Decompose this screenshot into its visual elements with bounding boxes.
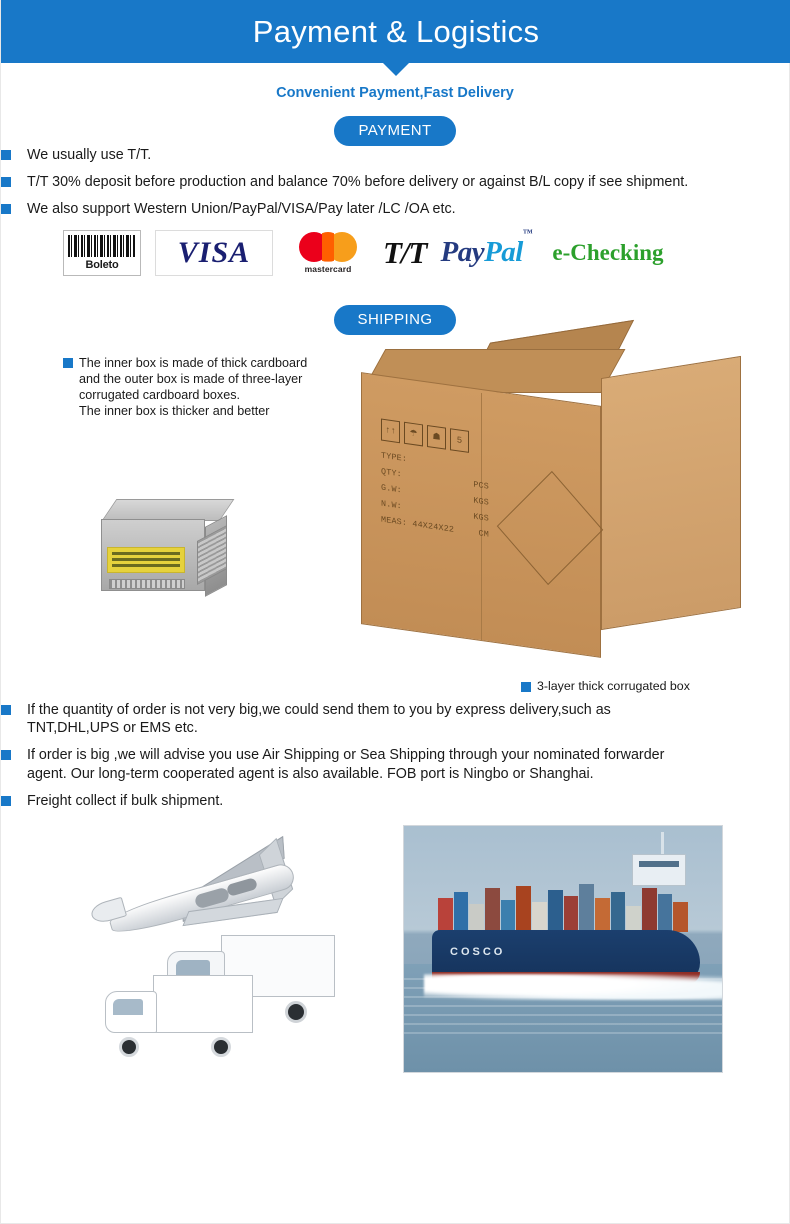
container [501, 900, 516, 932]
carton-spec-label: MEAS: 44X24X22 [381, 513, 455, 535]
carton-spec-block [381, 448, 489, 541]
carton-spec-value: KGS [473, 495, 489, 508]
list-item [1, 701, 701, 739]
van-wheel [211, 1037, 231, 1057]
container [485, 888, 500, 932]
square-bullet-icon [521, 682, 531, 692]
boleto-logo [63, 230, 141, 276]
square-bullet-icon [1, 177, 11, 187]
container [548, 890, 563, 932]
list-item-text: We also support Western Union/PayPal/VISA/Pay later /LC /OA etc. [27, 200, 456, 217]
container [611, 892, 626, 932]
echecking-logo: e-Checking [552, 239, 664, 265]
square-bullet-icon [1, 204, 11, 214]
boleto-label: Boleto [85, 258, 119, 271]
container [626, 906, 641, 932]
box-caption [521, 679, 690, 693]
container [438, 898, 453, 932]
list-item-text: If the quantity of order is not very big,we could send them to you by express delivery,such as TNT,DHL,UPS or EMS etc. [27, 701, 611, 737]
ship-line-name: COSCO [450, 945, 506, 958]
list-item [1, 200, 691, 219]
list-item [1, 146, 691, 165]
container [454, 892, 469, 932]
shipping-section-header [1, 305, 789, 335]
list-item-text: We usually use T/T. [27, 147, 152, 163]
psu-vent-grille [109, 579, 185, 589]
carton-spec-label: QTY: [381, 466, 402, 480]
container-stack [438, 882, 688, 932]
carton-spec-value: PCS [473, 479, 489, 492]
paypal-label-part2: Pal [484, 236, 523, 269]
square-bullet-icon [1, 750, 11, 760]
psu-top-face [102, 499, 235, 521]
van-wheel [119, 1037, 139, 1057]
square-bullet-icon [1, 796, 11, 806]
container [595, 898, 610, 932]
list-item-text: T/T 30% deposit before production and balance 70% before delivery or against B/L copy if see shipment. [27, 173, 689, 190]
carton-spec-label: G.W: [381, 482, 402, 495]
inner-box-note [63, 355, 353, 419]
list-item-text: Freight collect if bulk shipment. [27, 793, 224, 810]
corrugated-carton-image [361, 349, 741, 669]
mastercard-circles-icon [299, 232, 357, 262]
payment-pill: PAYMENT [334, 116, 455, 146]
container [658, 894, 673, 932]
payment-section-header [1, 101, 789, 146]
inner-box-note-line: corrugated cardboard boxes. [79, 387, 241, 402]
list-item [1, 173, 691, 192]
inner-box-note-line: The inner box is thicker and better [79, 403, 270, 418]
inner-box-note-line: The inner box is made of thick cardboard [79, 355, 308, 370]
carton-symbol: ☂ [404, 421, 423, 446]
bow-wave-foam [424, 974, 723, 1000]
header-notch-icon [383, 63, 409, 76]
sea-freight-photo [403, 825, 723, 1073]
payment-bullet-list [1, 146, 691, 219]
carton-symbol: ↑↑ [381, 418, 400, 443]
carton-symbol: 5 [450, 428, 469, 453]
paypal-logo [440, 228, 533, 269]
carton-side-face [601, 355, 741, 629]
carton-spec-value: KGS [473, 510, 489, 524]
container [642, 888, 657, 932]
square-bullet-icon [63, 358, 73, 368]
list-item-text: If order is big ,we will advise you use Air Shipping or Sea Shipping through your nominated forwarder agent. Our long-term cooperated agent is also available. FOB port is Ningbo or Shanghai. [27, 747, 665, 783]
container [532, 902, 547, 932]
square-bullet-icon [1, 150, 11, 160]
box-caption-text: 3-layer thick corrugated box [537, 678, 690, 693]
barcode-icon [68, 235, 136, 257]
page-title: Payment & Logistics [252, 13, 540, 49]
carton-symbol: ☗ [427, 425, 446, 450]
inner-box-note-line: and the outer box is made of three-layer [79, 371, 303, 386]
carton-spec-value: CM [478, 527, 489, 540]
carton-spec-label: TYPE: [381, 450, 408, 464]
carton-spec-label: N.W: [381, 498, 402, 511]
shipping-bullet-list [1, 701, 701, 811]
visa-label: VISA [177, 235, 251, 269]
logistics-photos-row [1, 825, 789, 1075]
list-item [1, 746, 701, 784]
paypal-label-part1: Pay [440, 236, 485, 269]
square-bullet-icon [1, 705, 11, 715]
van-cargo-body [153, 975, 253, 1033]
list-item [1, 792, 701, 811]
container [516, 886, 531, 932]
container [469, 904, 484, 932]
payment-logos-row [63, 227, 789, 279]
container [579, 884, 594, 932]
shipping-pill: SHIPPING [334, 305, 457, 335]
air-and-road-freight-photo [59, 825, 359, 1073]
container [673, 902, 688, 932]
van-wheel [285, 1001, 307, 1023]
packaging-illustration-area [1, 349, 789, 701]
tt-logo: T/T [383, 234, 427, 270]
page-header [1, 0, 790, 63]
psu-label [107, 547, 185, 573]
delivery-van-front [105, 975, 255, 1059]
carton-markings [381, 418, 489, 541]
ship-mast [661, 832, 664, 856]
mastercard-label: mastercard [304, 263, 352, 274]
container [564, 896, 579, 932]
mastercard-logo [287, 229, 369, 277]
page-subtitle: Convenient Payment,Fast Delivery [276, 85, 514, 101]
paypal-trademark: ™ [522, 228, 533, 240]
power-supply-product-image [101, 499, 235, 609]
visa-logo [155, 230, 273, 276]
van-cab [105, 991, 157, 1033]
